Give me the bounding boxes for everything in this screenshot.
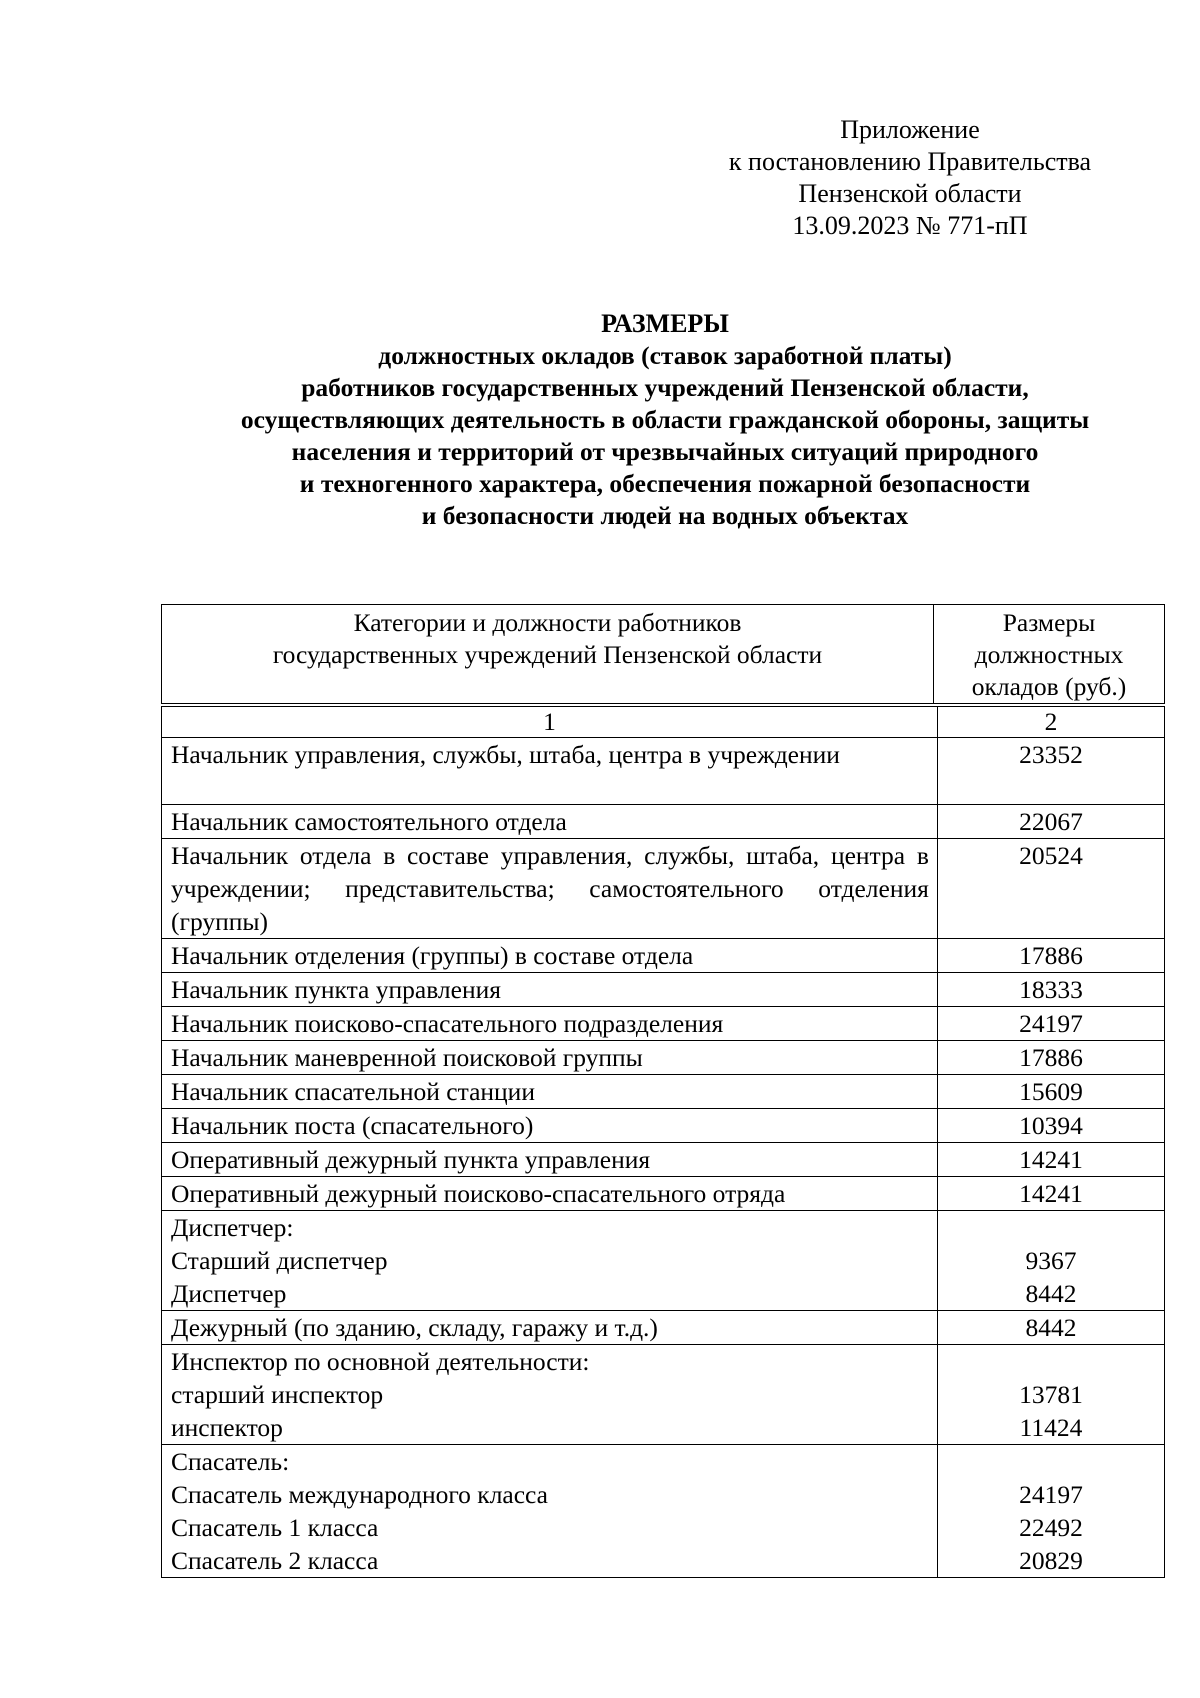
title-line: населения и территорий от чрезвычайных ситуаций природного (291, 437, 1039, 466)
salary-cell: 23352 (937, 738, 1164, 805)
header-text: должностных (974, 640, 1124, 669)
salary-cell: 17886 (937, 1041, 1164, 1075)
table-row-rescuer (162, 1445, 1165, 1578)
table-row (162, 1075, 1165, 1109)
salary-cell (937, 1345, 1164, 1445)
position-cell (162, 1445, 938, 1578)
appendix-decree: к постановлению Правительства (728, 147, 1092, 176)
column-number: 1 (162, 707, 938, 738)
salary-cell: 24197 (937, 1007, 1164, 1041)
appendix-region: Пензенской области (798, 179, 1022, 208)
group-salary: 13781 (1019, 1380, 1083, 1409)
table-row-dispatcher (162, 1211, 1165, 1311)
column-number-row (162, 707, 1165, 738)
header-text: Категории и должности работников (353, 608, 742, 637)
salary-cell: 22067 (937, 805, 1164, 839)
document-title (150, 308, 1180, 532)
column-number: 2 (937, 707, 1164, 738)
table-row (162, 1041, 1165, 1075)
header-salaries (934, 605, 1165, 704)
position-cell: Дежурный (по зданию, складу, гаражу и т.д.) (162, 1311, 938, 1345)
salary-cell: 14241 (937, 1177, 1164, 1211)
title-main: РАЗМЕРЫ (601, 309, 729, 338)
salary-cell: 10394 (937, 1109, 1164, 1143)
table-row (162, 805, 1165, 839)
header-text: окладов (руб.) (971, 672, 1127, 701)
group-item: старший инспектор (171, 1380, 384, 1409)
table-row (162, 939, 1165, 973)
table-row (162, 1311, 1165, 1345)
table-row (162, 738, 1165, 805)
table-row (162, 1143, 1165, 1177)
appendix-block (700, 114, 1120, 242)
position-cell (162, 1345, 938, 1445)
table-row (162, 1177, 1165, 1211)
position-cell: Начальник пункта управления (162, 973, 938, 1007)
salary-cell: 20524 (937, 839, 1164, 939)
table-header (161, 604, 1165, 704)
group-salary: 20829 (1019, 1546, 1083, 1575)
position-cell: Начальник самостоятельного отдела (162, 805, 938, 839)
position-cell: Начальник управления, службы, штаба, центра в учреждении (162, 738, 938, 805)
group-salary: 11424 (1019, 1413, 1083, 1442)
appendix-title: Приложение (840, 115, 980, 144)
group-item: Спасатель 1 класса (171, 1513, 379, 1542)
position-cell: Оперативный дежурный поисково-спасательного отряда (162, 1177, 938, 1211)
group-item: Старший диспетчер (171, 1246, 388, 1275)
group-heading: Спасатель: (171, 1447, 290, 1476)
salary-table (161, 706, 1165, 1578)
salary-cell: 15609 (937, 1075, 1164, 1109)
position-cell: Начальник поисково-спасательного подразделения (162, 1007, 938, 1041)
salary-cell: 18333 (937, 973, 1164, 1007)
position-cell: Начальник отделения (группы) в составе отдела (162, 939, 938, 973)
table-row (162, 839, 1165, 939)
salary-cell: 8442 (937, 1311, 1164, 1345)
header-text: Размеры (1002, 608, 1096, 637)
title-line: и безопасности людей на водных объектах (421, 501, 909, 530)
group-salary: 8442 (1025, 1279, 1077, 1308)
title-line: работников государственных учреждений Пензенской области, (301, 373, 1029, 402)
group-salary: 9367 (1025, 1246, 1077, 1275)
header-text: государственных учреждений Пензенской области (272, 640, 823, 669)
group-item: Спасатель 2 класса (171, 1546, 379, 1575)
salary-cell (937, 1445, 1164, 1578)
salary-cell (937, 1211, 1164, 1311)
title-line: должностных окладов (ставок заработной платы) (378, 341, 952, 370)
position-cell: Начальник поста (спасательного) (162, 1109, 938, 1143)
position-cell (162, 1211, 938, 1311)
position-cell: Начальник отдела в составе управления, службы, штаба, центра в учреждении; представительства; самостоятельного отделения (группы) (162, 839, 938, 939)
position-cell: Начальник маневренной поисковой группы (162, 1041, 938, 1075)
table-row (162, 973, 1165, 1007)
salary-cell: 14241 (937, 1143, 1164, 1177)
group-item: Диспетчер (171, 1279, 287, 1308)
position-cell: Оперативный дежурный пункта управления (162, 1143, 938, 1177)
group-salary: 24197 (1019, 1480, 1083, 1509)
table-row-inspector (162, 1345, 1165, 1445)
group-item: Спасатель международного класса (171, 1480, 548, 1509)
title-line: осуществляющих деятельность в области гражданской обороны, защиты (240, 405, 1090, 434)
header-positions (162, 605, 934, 704)
group-heading: Инспектор по основной деятельности: (171, 1347, 590, 1376)
group-item: инспектор (171, 1413, 283, 1442)
table-row (162, 1109, 1165, 1143)
table-row (162, 1007, 1165, 1041)
group-salary: 22492 (1019, 1513, 1083, 1542)
appendix-date-number: 13.09.2023 № 771-пП (792, 211, 1028, 240)
group-heading: Диспетчер: (171, 1213, 294, 1242)
salary-cell: 17886 (937, 939, 1164, 973)
title-line: и техногенного характера, обеспечения пожарной безопасности (299, 469, 1031, 498)
position-cell: Начальник спасательной станции (162, 1075, 938, 1109)
